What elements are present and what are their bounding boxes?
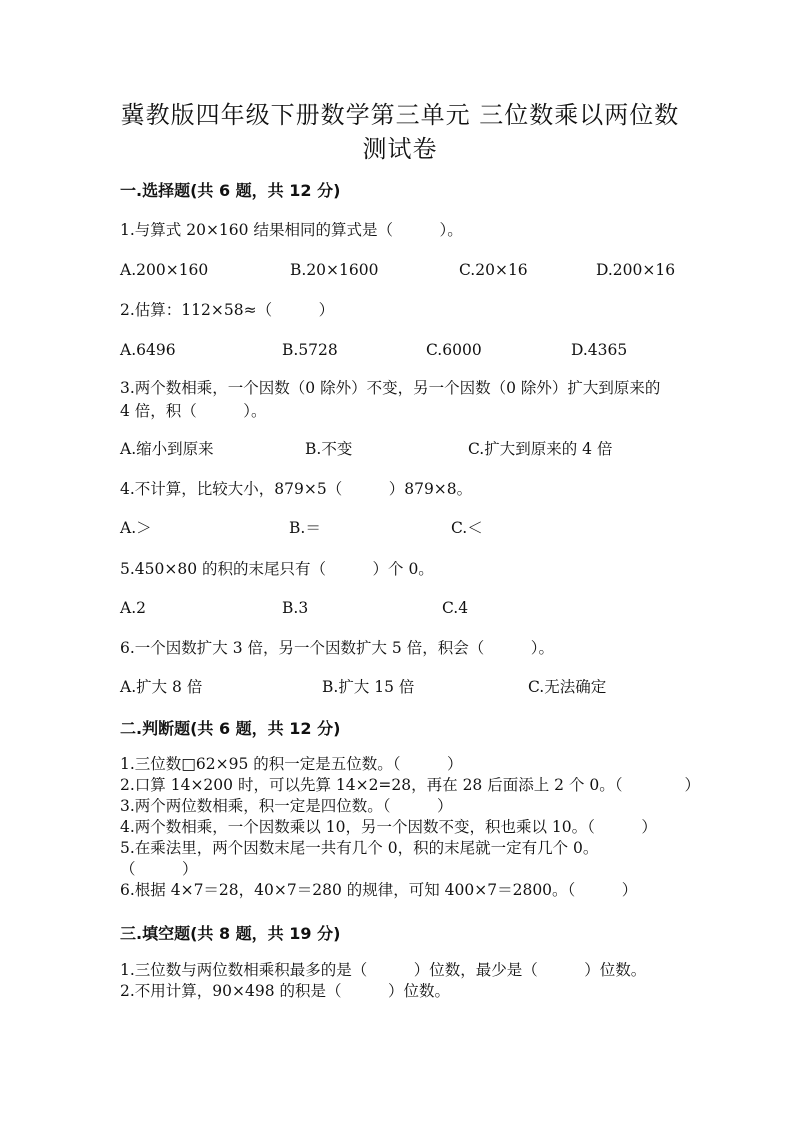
judge-item-5-bracket: （ ） — [120, 860, 198, 878]
q5-option-a: A.2 — [120, 599, 146, 617]
q6-option-b: B.扩大 15 倍 — [322, 678, 415, 696]
section-heading-fill: 三.填空题(共 8 题，共 19 分) — [120, 924, 341, 943]
judge-item-3: 3.两个两位数相乘，积一定是四位数。（ ） — [120, 797, 453, 815]
q2-option-a: A.6496 — [120, 341, 176, 359]
question-3-line1: 3.两个数相乘，一个因数（0 除外）不变，另一个因数（0 除外）扩大到原来的 — [120, 379, 661, 397]
judge-item-6: 6.根据 4×7＝28，40×7＝280 的规律，可知 400×7＝2800。（ ） — [120, 881, 638, 899]
judge-item-4: 4.两个数相乘，一个因数乘以 10，另一个因数不变，积也乘以 10。（ ） — [120, 818, 657, 836]
judge-item-5: 5.在乘法里，两个因数末尾一共有几个 0，积的末尾就一定有几个 0。 — [120, 839, 599, 857]
question-2: 2.估算：112×58≈（ ） — [120, 301, 335, 319]
question-5: 5.450×80 的积的末尾只有（ ）个 0。 — [120, 560, 434, 578]
judge-item-1: 1.三位数□62×95 的积一定是五位数。（ ） — [120, 755, 463, 773]
section-heading-choice: 一.选择题(共 6 题，共 12 分) — [120, 181, 341, 200]
q1-option-d: D.200×16 — [596, 261, 676, 279]
q4-option-b: B.＝ — [289, 519, 321, 537]
q3-option-a: A.缩小到原来 — [120, 440, 214, 458]
q4-option-c: C.＜ — [451, 519, 483, 537]
page-title-line2: 测试卷 — [362, 135, 438, 163]
fill-item-1: 1.三位数与两位数相乘积最多的是（ ）位数，最少是（ ）位数。 — [120, 961, 647, 979]
question-3-line2: 4 倍，积（ ）。 — [120, 402, 267, 420]
q6-option-c: C.无法确定 — [528, 678, 607, 696]
q1-option-b: B.20×1600 — [290, 261, 379, 279]
q6-option-a: A.扩大 8 倍 — [120, 678, 203, 696]
question-1: 1.与算式 20×160 结果相同的算式是（ ）。 — [120, 221, 463, 239]
question-6: 6.一个因数扩大 3 倍，另一个因数扩大 5 倍，积会（ ）。 — [120, 639, 554, 657]
judge-item-2: 2.口算 14×200 时，可以先算 14×2=28，再在 28 后面添上 2 个 0。（ ） — [120, 776, 700, 794]
q2-option-b: B.5728 — [282, 341, 338, 359]
section-heading-judge: 二.判断题(共 6 题，共 12 分) — [120, 719, 341, 738]
q3-option-b: B.不变 — [305, 440, 353, 458]
q4-option-a: A.＞ — [120, 519, 152, 537]
question-4: 4.不计算，比较大小，879×5（ ）879×8。 — [120, 480, 473, 498]
q1-option-a: A.200×160 — [120, 261, 209, 279]
q5-option-b: B.3 — [282, 599, 309, 617]
q1-option-c: C.20×16 — [459, 261, 528, 279]
q2-option-d: D.4365 — [571, 341, 628, 359]
q2-option-c: C.6000 — [426, 341, 482, 359]
fill-item-2: 2.不用计算，90×498 的积是（ ）位数。 — [120, 982, 451, 1000]
q3-option-c: C.扩大到原来的 4 倍 — [468, 440, 613, 458]
page-title-line1: 冀教版四年级下册数学第三单元 三位数乘以两位数 — [120, 101, 680, 129]
q5-option-c: C.4 — [442, 599, 469, 617]
